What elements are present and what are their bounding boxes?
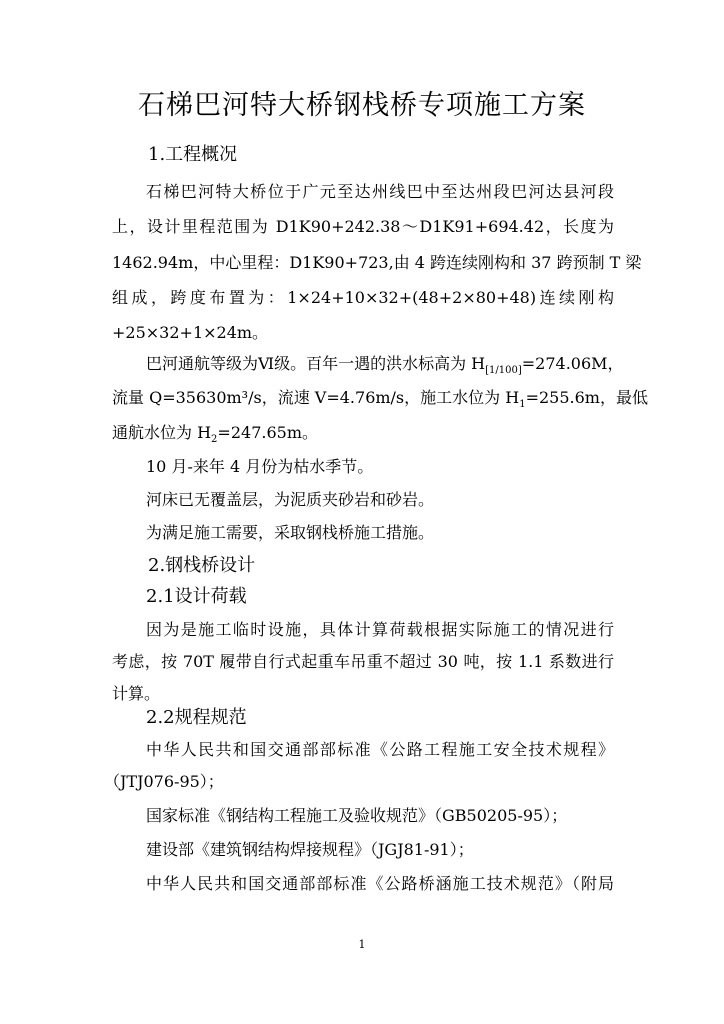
- page-title: 石梯巴河特大桥钢栈桥专项施工方案: [138, 90, 586, 121]
- paragraph-line: 组成，跨度布置为：1×24+10×32+(48+2×80+48)连续刚构: [112, 288, 614, 307]
- subsection-heading-2-1: 2.1设计荷载: [146, 586, 247, 607]
- text-segment: 通航水位为 H: [112, 423, 212, 442]
- paragraph-line: +25×32+1×24m。: [112, 323, 269, 342]
- paragraph-line: 河床已无覆盖层，为泥质夹砂岩和砂岩。: [146, 490, 435, 509]
- text-segment: =247.65m。: [217, 423, 318, 442]
- paragraph-line: 石梯巴河特大桥位于广元至达州线巴中至达州段巴河达县河段: [146, 182, 614, 201]
- paragraph-line: 中华人民共和国交通部部标准《公路工程施工安全技术规程》: [146, 740, 614, 759]
- text-segment: =255.6m，最低: [525, 388, 648, 407]
- paragraph-line: 考虑，按 70T 履带自行式起重车吊重不超过 30 吨，按 1.1 系数进行: [112, 652, 614, 671]
- subscript: 2: [211, 434, 218, 446]
- paragraph-line: 计算。: [112, 684, 161, 703]
- text-segment: 巴河通航等级为Ⅵ级。百年一遇的洪水标高为 H: [146, 354, 486, 373]
- paragraph-line: 建设部《建筑钢结构焊接规程》（JGJ81-91）；: [146, 840, 474, 859]
- paragraph-line-navigation: [146, 352, 624, 377]
- text-segment: 流量 Q=35630m³/s，流速 V=4.76m/s，施工水位为 H: [112, 388, 520, 407]
- subscript: [1/100]: [485, 365, 522, 377]
- text-segment: =274.06M，: [521, 354, 624, 373]
- paragraph-line: 中华人民共和国交通部部标准《公路桥涵施工技术规范》（附局: [146, 874, 614, 893]
- paragraph-line: （JTJ076-95）；: [104, 772, 224, 791]
- paragraph-line: 为满足施工需要，采取钢栈桥施工措施。: [146, 523, 435, 542]
- section-heading-1: 1.工程概况: [148, 144, 238, 165]
- paragraph-line-water-level: [112, 421, 318, 445]
- page-number: 1: [358, 938, 366, 951]
- subscript: 1: [519, 399, 526, 411]
- paragraph-line: 10 月-来年 4 月份为枯水季节。: [146, 457, 374, 476]
- paragraph-line: 1462.94m，中心里程：D1K90+723,由 4 跨连续刚构和 37 跨预制 T 梁: [112, 253, 642, 272]
- section-heading-2: 2.钢栈桥设计: [148, 555, 256, 576]
- paragraph-line: 因为是施工临时设施，具体计算荷载根据实际施工的情况进行: [146, 620, 614, 639]
- paragraph-line-flow: [112, 386, 648, 411]
- paragraph-line: 国家标准《钢结构工程施工及验收规范》（GB50205-95）；: [146, 806, 568, 825]
- paragraph-line: 上，设计里程范围为 D1K90+242.38～D1K91+694.42，长度为: [112, 217, 614, 236]
- subsection-heading-2-2: 2.2规程规范: [146, 707, 247, 728]
